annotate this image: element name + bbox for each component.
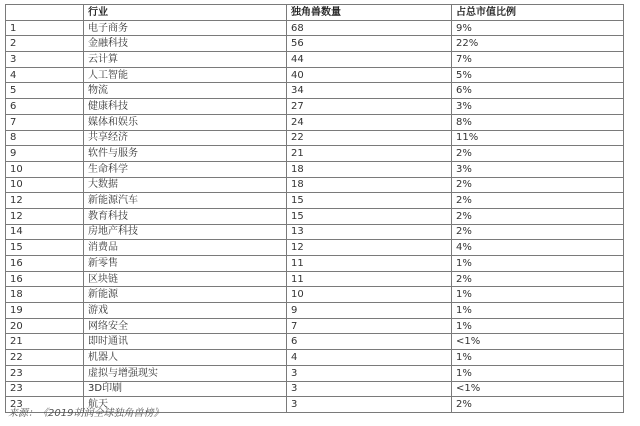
- industry-cell: 大数据: [84, 177, 287, 193]
- industry-cell: 共享经济: [84, 130, 287, 146]
- header-industry: 行业: [84, 5, 287, 21]
- rank-cell: 1: [6, 20, 84, 36]
- count-cell: 12: [287, 240, 452, 256]
- industry-cell: 健康科技: [84, 99, 287, 115]
- rank-cell: 23: [6, 365, 84, 381]
- table-row: [6, 36, 624, 52]
- industry-cell: 消费品: [84, 240, 287, 256]
- table-row: [6, 303, 624, 319]
- table-row: [6, 130, 624, 146]
- share-cell: 8%: [452, 114, 624, 130]
- count-cell: 11: [287, 256, 452, 272]
- table-row: [6, 287, 624, 303]
- industry-cell: 人工智能: [84, 67, 287, 83]
- share-cell: 1%: [452, 365, 624, 381]
- rank-cell: 21: [6, 334, 84, 350]
- table-row: [6, 67, 624, 83]
- industry-cell: 电子商务: [84, 20, 287, 36]
- share-cell: <1%: [452, 334, 624, 350]
- rank-cell: 3: [6, 52, 84, 68]
- header-market-share: 占总市值比例: [452, 5, 624, 21]
- share-cell: 1%: [452, 350, 624, 366]
- share-cell: 2%: [452, 177, 624, 193]
- table-row: [6, 318, 624, 334]
- industry-cell: 物流: [84, 83, 287, 99]
- rank-cell: 18: [6, 287, 84, 303]
- share-cell: 1%: [452, 256, 624, 272]
- industry-cell: 即时通讯: [84, 334, 287, 350]
- source-caption: 来源：《2019胡润全球独角兽榜》: [8, 408, 164, 419]
- share-cell: 1%: [452, 318, 624, 334]
- count-cell: 3: [287, 381, 452, 397]
- count-cell: 18: [287, 177, 452, 193]
- rank-cell: 23: [6, 381, 84, 397]
- share-cell: 2%: [452, 146, 624, 162]
- count-cell: 18: [287, 161, 452, 177]
- count-cell: 22: [287, 130, 452, 146]
- header-rank: [6, 5, 84, 21]
- industry-cell: 游戏: [84, 303, 287, 319]
- table-row: [6, 350, 624, 366]
- count-cell: 24: [287, 114, 452, 130]
- rank-cell: 16: [6, 256, 84, 272]
- count-cell: 15: [287, 208, 452, 224]
- industry-cell: 新零售: [84, 256, 287, 272]
- industry-cell: 教育科技: [84, 208, 287, 224]
- industry-cell: 机器人: [84, 350, 287, 366]
- industry-cell: 云计算: [84, 52, 287, 68]
- rank-cell: 15: [6, 240, 84, 256]
- share-cell: 2%: [452, 397, 624, 413]
- table-row: [6, 193, 624, 209]
- unicorn-industry-table: [5, 4, 624, 413]
- count-cell: 3: [287, 365, 452, 381]
- share-cell: 2%: [452, 271, 624, 287]
- rank-cell: 12: [6, 208, 84, 224]
- share-cell: 1%: [452, 303, 624, 319]
- industry-cell: 新能源: [84, 287, 287, 303]
- industry-cell: 航天: [84, 397, 287, 413]
- count-cell: 68: [287, 20, 452, 36]
- table-row: [6, 365, 624, 381]
- table-row: [6, 271, 624, 287]
- table-row: [6, 20, 624, 36]
- share-cell: 7%: [452, 52, 624, 68]
- rank-cell: 8: [6, 130, 84, 146]
- table-row: [6, 99, 624, 115]
- count-cell: 11: [287, 271, 452, 287]
- share-cell: 3%: [452, 161, 624, 177]
- header-unicorn-count: 独角兽数量: [287, 5, 452, 21]
- table-row: [6, 161, 624, 177]
- share-cell: 4%: [452, 240, 624, 256]
- count-cell: 15: [287, 193, 452, 209]
- rank-cell: 14: [6, 224, 84, 240]
- industry-cell: 虚拟与增强现实: [84, 365, 287, 381]
- rank-cell: 5: [6, 83, 84, 99]
- table-header-row: [6, 5, 624, 21]
- rank-cell: 10: [6, 161, 84, 177]
- rank-cell: 6: [6, 99, 84, 115]
- table-row: [6, 146, 624, 162]
- industry-cell: 生命科学: [84, 161, 287, 177]
- industry-cell: 新能源汽车: [84, 193, 287, 209]
- rank-cell: 20: [6, 318, 84, 334]
- count-cell: 40: [287, 67, 452, 83]
- share-cell: <1%: [452, 381, 624, 397]
- rank-cell: 2: [6, 36, 84, 52]
- count-cell: 34: [287, 83, 452, 99]
- industry-cell: 3D印刷: [84, 381, 287, 397]
- count-cell: 44: [287, 52, 452, 68]
- count-cell: 3: [287, 397, 452, 413]
- table-row: [6, 381, 624, 397]
- table-row: [6, 83, 624, 99]
- share-cell: 3%: [452, 99, 624, 115]
- count-cell: 6: [287, 334, 452, 350]
- rank-cell: 19: [6, 303, 84, 319]
- rank-cell: 7: [6, 114, 84, 130]
- table-row: [6, 224, 624, 240]
- count-cell: 56: [287, 36, 452, 52]
- table-row: [6, 114, 624, 130]
- table-row: [6, 52, 624, 68]
- table-body: [6, 20, 624, 412]
- rank-cell: 9: [6, 146, 84, 162]
- rank-cell: 16: [6, 271, 84, 287]
- table-row: [6, 208, 624, 224]
- share-cell: 2%: [452, 193, 624, 209]
- table-row: [6, 240, 624, 256]
- share-cell: 6%: [452, 83, 624, 99]
- count-cell: 7: [287, 318, 452, 334]
- table-row: [6, 334, 624, 350]
- share-cell: 9%: [452, 20, 624, 36]
- share-cell: 22%: [452, 36, 624, 52]
- industry-cell: 媒体和娱乐: [84, 114, 287, 130]
- industry-cell: 房地产科技: [84, 224, 287, 240]
- rank-cell: 12: [6, 193, 84, 209]
- industry-cell: 金融科技: [84, 36, 287, 52]
- rank-cell: 4: [6, 67, 84, 83]
- share-cell: 2%: [452, 224, 624, 240]
- rank-cell: 23: [6, 397, 84, 413]
- table-row: [6, 177, 624, 193]
- count-cell: 27: [287, 99, 452, 115]
- count-cell: 13: [287, 224, 452, 240]
- industry-cell: 区块链: [84, 271, 287, 287]
- share-cell: 2%: [452, 208, 624, 224]
- industry-cell: 网络安全: [84, 318, 287, 334]
- industry-cell: 软件与服务: [84, 146, 287, 162]
- share-cell: 11%: [452, 130, 624, 146]
- count-cell: 4: [287, 350, 452, 366]
- share-cell: 5%: [452, 67, 624, 83]
- count-cell: 9: [287, 303, 452, 319]
- share-cell: 1%: [452, 287, 624, 303]
- count-cell: 21: [287, 146, 452, 162]
- rank-cell: 10: [6, 177, 84, 193]
- rank-cell: 22: [6, 350, 84, 366]
- count-cell: 10: [287, 287, 452, 303]
- table-row: [6, 256, 624, 272]
